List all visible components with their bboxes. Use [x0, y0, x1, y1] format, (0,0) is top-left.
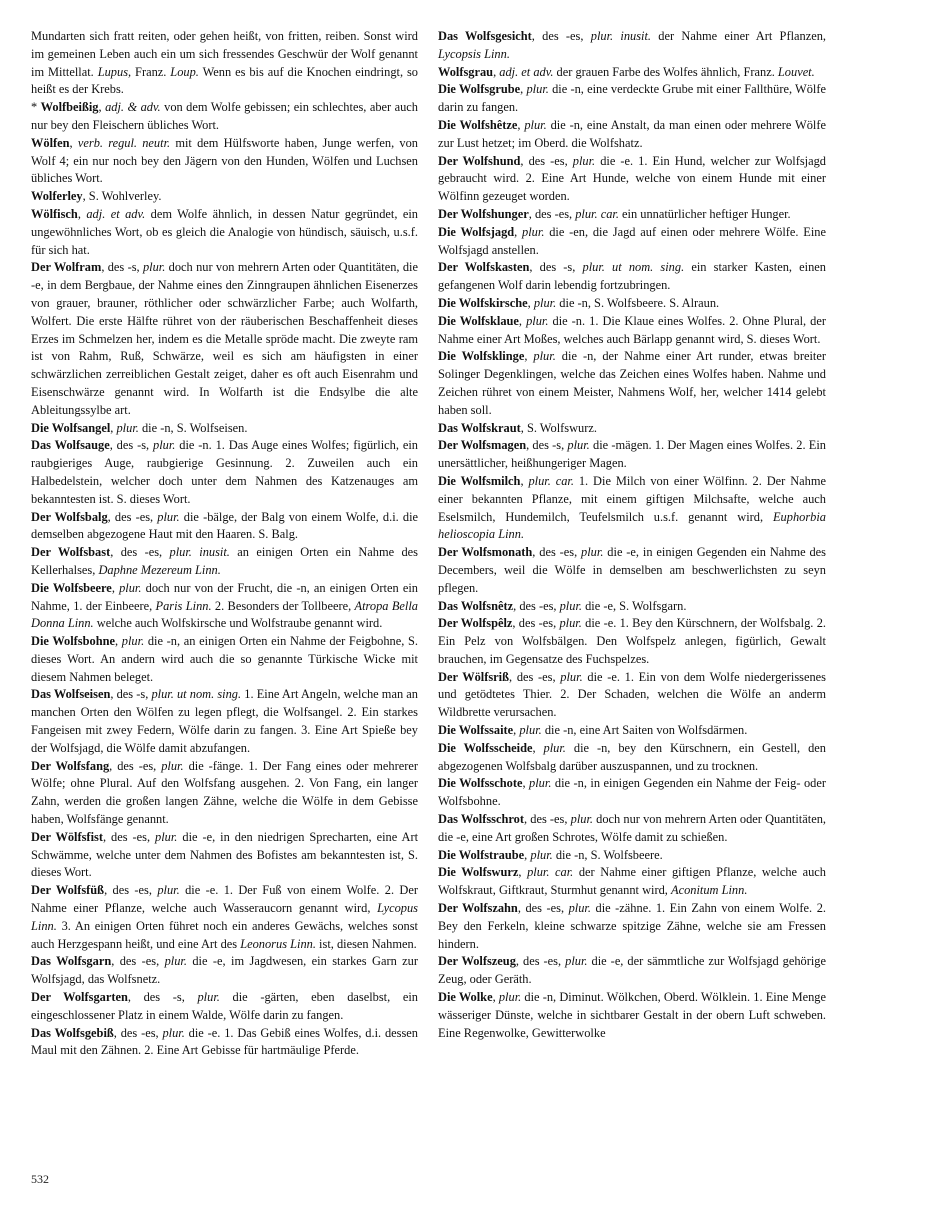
entry-text: , des -es, [107, 509, 158, 524]
scientific-name: Lycopsis Linn. [438, 46, 510, 61]
grammar-note: plur. [162, 1025, 185, 1040]
entry-text: , des -es, [528, 206, 576, 221]
headword: Das Wolfsgebiß [31, 1025, 114, 1040]
grammar-note: plur. [157, 883, 180, 898]
entry-text: die -e. 1. Bey den Kürschnern, der Wolfsbalg. 2. Ein Pelz von Wolfsbälgen. Den Wolfspelz anlegen, figürlich, Gewalt brauchen, im Gegensatze des Fuchspelzes. [438, 616, 826, 666]
entry-text: die -n, Diminut. Wölkchen, Oberd. Wölklein. 1. Eine Menge wässeriger Dünste, welche in sichtbarer Gestalt in der obern Luft schweben. Eine Regenwolke, Gewitterwolke [438, 990, 826, 1040]
entry-text: , [69, 135, 78, 150]
headword: Die Wolfsklaue [438, 313, 519, 328]
grammar-note: plur. [572, 153, 596, 168]
entry-text: an einigen Orten ein Nahme des Kellerhalses, [31, 545, 418, 577]
entry-text: 3. An einigen Orten führet noch ein anderes Gewächs, welches sonst auch Herzgespann heißt, und eine Art des [31, 918, 418, 951]
dictionary-entry [438, 437, 826, 473]
dictionary-entry [438, 206, 826, 224]
grammar-note: plur. [161, 758, 184, 773]
dictionary-entry [438, 544, 826, 597]
grammar-note: plur. car. [527, 865, 574, 880]
dictionary-entry [438, 64, 826, 82]
grammar-note: plur. [560, 669, 583, 684]
grammar-note: plur. [533, 295, 557, 310]
entry-text: die -e, in einigen Gegenden ein Nahme des Decembers, weil die Wölfe in demselben am beschwerlichsten zu seyn pflegen. [438, 545, 826, 595]
entry-text: die -bälge, der Balg von einem Wolfe, d.i. die demselben abgezogene Haut mit den Haaren. S. Balg. [31, 509, 419, 542]
entry-text: die -n, S. Wolfseisen. [138, 420, 248, 435]
headword: Der Wolfszeug [438, 954, 516, 969]
headword: Das Wolfsnêtz [438, 598, 514, 613]
entry-text: , S. Wolfswurz. [520, 420, 597, 435]
headword: Das Wolfsauge [31, 438, 110, 453]
grammar-note: plur. [565, 954, 588, 969]
entry-text: die -n, S. Wolfsbeere. S. Alraun. [556, 295, 720, 310]
dictionary-entry [31, 1025, 418, 1061]
headword: Der Wolfshund [438, 153, 521, 168]
grammar-note: plur. [559, 616, 582, 631]
entry-text: die -e. 1. Ein Hund, welcher zur Wolfsjagd gebraucht wird. 2. Eine Art Hunde, welche von einem Hunde mit einer Wölfinn gezeuget worden. [438, 153, 826, 204]
entry-text: , des -es, [509, 669, 561, 684]
grammar-note: plur. [164, 954, 187, 969]
grammar-note: adj. & adv. [105, 100, 161, 115]
entry-text: , [518, 865, 528, 880]
grammar-note: plur. [116, 420, 139, 435]
grammar-note: plur. [519, 723, 542, 738]
entry-text: dem Wolfe ähnlich, in dessen Natur gegründet, ein ungewöhnliches Wort, ob es gleich die Analogie von hündisch, säuisch, u.s.f. für sich hat. [31, 206, 419, 257]
headword: Der Wölfsfist [31, 829, 103, 844]
grammar-note: plur. [543, 740, 566, 755]
dictionary-entry [438, 847, 826, 865]
headword: Der Wölfsriß [438, 669, 510, 684]
headword: Die Wolfsjagd [438, 224, 515, 239]
dictionary-entry [31, 509, 418, 545]
headword: Die Wolfsangel [31, 420, 111, 435]
dictionary-entry [31, 420, 418, 438]
entry-text: , des -es, [513, 598, 560, 613]
entry-text: Mundarten sich fratt reiten, oder gehen heißt, von fritten, reiben. Sonst wird im gemeinen Leben auch ein um sich fressendes Geschwür der Wolf genannt im Mittellat. [31, 29, 418, 79]
grammar-note: plur. [529, 776, 552, 791]
entry-text: , [517, 117, 525, 132]
entry-text: die -n. 1. Das Auge eines Wolfes; figürlich, ein raubgieriges Auge, raubgierige Gesinnung. 2. Zuweilen auch ein Halbedelstein, welcher doch unter dem Nahmen des Katzenauges am bekanntesten ist. S. dieses Wort. [31, 438, 418, 506]
entry-text: , [115, 634, 122, 649]
entry-text: , des -s, [110, 687, 152, 702]
headword: Die Wolfsbohne [31, 634, 116, 649]
scientific-name: Loup. [170, 64, 199, 79]
scientific-name: Lycopus Linn. [31, 901, 418, 933]
entry-text: , des -es, [532, 545, 582, 560]
entry-text: die -fänge. 1. Der Fang eines oder mehrerer Wölfe; ohne Plural. Auf den Wolfsfang ausgehen. 2. Von Fang, ein langer Zahn, werden die großen langen Zähne, welche die Wölfe in dem Gebisse haben, Wolfsfänge genannt. [31, 758, 418, 827]
entry-text: mit dem Hülfsworte haben, Junge werfen, von Wolf 4; ein nur noch bey den Jägern von den Hunden, Wölfen und Luchsen übliches Wort. [31, 135, 418, 186]
headword: Die Wolfskirsche [438, 295, 528, 310]
headword: Die Wolfsbeere [31, 580, 112, 595]
dictionary-entry [438, 615, 826, 668]
grammar-note: plur. ut nom. sing. [582, 260, 685, 275]
headword: Der Wolfsmagen [438, 438, 527, 453]
entry-text: die -n, eine Art Saiten von Wolfsdärmen. [541, 723, 748, 738]
headword: Die Wolfsschote [438, 776, 523, 791]
dictionary-entry [438, 117, 826, 153]
entry-text: 1. Die Milch von einer Wölfinn. 2. Der Nahme einer bekannten Pflanze, mit einem giftigen Milchsafte, welche auch Eselsmilch, Hundemilch, Teufelsmilch u.s.f. genannt wird, [438, 473, 826, 524]
page-number: 532 [31, 1172, 49, 1186]
entry-text: , des -s, [109, 438, 154, 453]
dictionary-entry [31, 989, 418, 1025]
grammar-note: plur. [570, 812, 594, 827]
entry-text: die -n, S. Wolfsbeere. [552, 847, 663, 862]
headword: Wolferley [31, 189, 83, 204]
entry-text: , [524, 847, 531, 862]
grammar-note: plur. [197, 990, 220, 1005]
grammar-note: plur. [526, 313, 549, 328]
grammar-note: plur. [526, 82, 549, 97]
entry-text: , des -es, [109, 758, 162, 773]
grammar-note: plur. car. [575, 206, 619, 221]
dictionary-entry [438, 598, 826, 616]
dictionary-entry [438, 900, 826, 953]
dictionary-entry [31, 882, 418, 953]
entry-prefix: * [31, 100, 41, 115]
entry-text: , des -es, [104, 883, 158, 898]
entry-text: die -e, der sämmtliche zur Wolfsjagd gehörige Zeug, oder Geräth. [438, 954, 827, 987]
headword: Das Wolfskraut [438, 420, 521, 435]
entry-text: , des -es, [113, 1025, 163, 1040]
grammar-note: adj. et adv. [499, 64, 554, 79]
entry-text: die -gärten, eben daselbst, ein eingeschlossener Platz in einem Walde, Wölfe darin zu fangen. [31, 990, 418, 1022]
dictionary-entry [438, 348, 826, 419]
headword: Das Wolfseisen [31, 687, 111, 702]
headword: Die Wolfsmilch [438, 473, 521, 488]
grammar-note: plur. inusit. [590, 29, 652, 43]
dictionary-entry [438, 722, 826, 740]
grammar-note: plur. [567, 438, 590, 453]
dictionary-entry [438, 28, 826, 64]
entry-text: die -e, in den niedrigen Sprecharten, eine Art Schwämme, welche unter dem Nahmen des Bofistes am bekanntesten ist, S. dieses Wort. [31, 829, 419, 880]
entry-text: , des -es, [110, 545, 170, 560]
grammar-note: verb. regul. neutr. [77, 135, 171, 150]
dictionary-entry [31, 437, 418, 508]
entry-text: , des -s, [101, 260, 143, 275]
grammar-note: adj. et adv. [86, 206, 146, 221]
headword: Der Wolfsfang [31, 758, 110, 773]
entry-text: , des -es, [512, 616, 560, 631]
dictionary-entry [438, 153, 826, 206]
entry-text: die -n, an einigen Orten ein Nahme der Feigbohne, S. dieses Wort. An andern wird auch die so genannte Türkische Wicke mit diesem Nahmen beleget. [31, 634, 418, 684]
grammar-note: plur. [498, 990, 522, 1005]
entry-text: , [532, 740, 544, 755]
grammar-note: plur. inusit. [169, 545, 230, 560]
entry-text: der grauen Farbe des Wolfes ähnlich, Franz. [553, 64, 778, 79]
scientific-name: Paris Linn. [155, 598, 212, 613]
dictionary-entry [438, 295, 826, 313]
entry-text: , des -es, [520, 153, 573, 168]
entry-text: 2. Besonders der Tollbeere, [211, 598, 355, 613]
entry-text: von dem Wolfe gebissen; ein schlechtes, aber auch nur bey den Fleischern übliches Wort. [31, 100, 419, 132]
headword: Wolfbeißig [40, 100, 99, 115]
headword: Wolfsgrau [438, 64, 494, 79]
entry-text: , [492, 990, 499, 1005]
entry-text: die -n, in einigen Gegenden ein Nahme der Feig- oder Wolfsbohne. [438, 776, 826, 809]
entry-text: doch nur von mehrern Arten oder Quantitäten, die -e, in dem Bergbaue, der Nahme eines den Zinngraupen ähnlichen Eisenerzes von grauer, brauner, röthlicher oder schwärzlicher Farbe; auch Wolfarth, Wolfert. Die erste Hälfte rühret von der räuberischen Beschaffenheit dieses Erzes im Schmelzen her, indem es die Metalle spröde macht. Die zweyte ram ist von Rahm, Ruß, Schwärze, weil es sich am häufigsten in einer schwärzlichen zerreiblichen Gestalt zeiget, daher es oft auch Eisenrahm und Eisenschwärze genannt wird. In Wolfarth ist die Endsylbe die alte Ableitungssylbe art. [31, 260, 418, 417]
dictionary-entry [31, 544, 418, 580]
headword: Der Wolfspêlz [438, 616, 513, 631]
entry-text: der Nahme einer giftigen Pflanze, welche auch Wolfskraut, Giftkraut, Sturmhut genannt wird, [438, 865, 826, 898]
entry-text: doch nur von der Frucht, die -n, an einigen Orten ein Nahme, 1. der Einbeere, [31, 580, 418, 613]
headword: Die Wolfsscheide [438, 740, 533, 755]
dictionary-entry [438, 740, 826, 776]
entry-text: , [110, 420, 117, 435]
grammar-note: plur. [533, 349, 556, 364]
headword: Die Wolfssaite [438, 723, 514, 738]
grammar-note: plur. [155, 829, 178, 844]
entry-text: die -n, eine Anstalt, da man einen oder mehrere Wölfe zur Lust hetzet; im Oberd. die Wolfshatz. [438, 117, 826, 150]
dictionary-entry [438, 259, 826, 295]
entry-text: 1. Eine Art Angeln, welche man an manchen Orten den Wölfen zu legen pflegt, die Wolfsangel. 2. Ein starkes Fangeisen mit zwey Federn, Wölfe darin zu fangen. 3. Eine Art Spieße bey der Wolfsjagd, die Wölfe damit abzufangen. [31, 687, 418, 755]
headword: Der Wolfram [31, 260, 102, 275]
entry-text: , des -es, [102, 829, 156, 844]
entry-text: , [111, 580, 120, 595]
entry-text: , [520, 473, 529, 488]
headword: Der Wolfsfüß [31, 883, 105, 898]
entry-text: , des -es, [515, 954, 566, 969]
grammar-note: plur. [522, 224, 545, 239]
entry-text: die -e, S. Wolfsgarn. [582, 598, 687, 613]
dictionary-entry [31, 829, 418, 882]
dictionary-entry [31, 580, 418, 633]
dictionary-entry [31, 188, 418, 206]
dictionary-entry [438, 864, 826, 900]
headword: Der Wolfsgarten [31, 990, 128, 1005]
headword: Das Wolfsgarn [31, 954, 112, 969]
entry-text: die -e. 1. Das Gebiß eines Wolfes, d.i. dessen Maul mit den Zähnen. 2. Eine Art Gebisse für hartmäulige Pferde. [31, 1025, 419, 1058]
grammar-note: plur. [581, 545, 604, 560]
dictionary-entry [438, 81, 826, 117]
entry-text: welche auch Wolfskirsche und Wolfstraube genannt wird. [93, 616, 383, 631]
entry-text: , [77, 206, 87, 221]
dictionary-entry [31, 686, 418, 757]
entry-text: ein starker Kasten, einen gefangenen Wolf darin lebendig fortzubringen. [438, 260, 826, 293]
left-column [31, 28, 418, 1060]
headword: Das Wolfsgesicht [438, 29, 532, 43]
scientific-name: Leonorus Linn. [240, 936, 316, 951]
grammar-note: plur. [157, 509, 180, 524]
dictionary-entry [31, 135, 418, 188]
grammar-note: plur. [524, 117, 547, 132]
headword: Das Wolfsschrot [438, 812, 524, 827]
entry-text: die -n. 1. Die Klaue eines Wolfes. 2. Ohne Plural, der Nahme einer Art Moßes, welches auch Bärlapp genannt wird, S. dieses Wort. [438, 313, 826, 346]
entry-text: die -n, eine verdeckte Grube mit einer Fallthüre, Wölfe darin zu fangen. [438, 82, 826, 115]
grammar-note: plur. [153, 438, 176, 453]
scientific-name: Aconitum Linn. [671, 883, 748, 898]
entry-text: , [522, 776, 530, 791]
entry-text: ist, diesen Nahmen. [315, 936, 417, 951]
grammar-note: plur. [568, 901, 591, 916]
entry-text: , [493, 64, 500, 79]
dictionary-entry [438, 811, 826, 847]
right-column [438, 28, 826, 1042]
grammar-note: plur. [119, 580, 142, 595]
grammar-note: plur. [530, 847, 553, 862]
entry-text: die -e. 1. Ein von dem Wolfe niedergerissenes und getödtetes Thier. 2. Der Schaden, welchen die Wölfe an anderm Wildbrette verursachen. [438, 669, 826, 720]
scientific-name: Lupus, [97, 64, 132, 79]
headword: Die Wolfsgrube [438, 82, 521, 97]
headword: Die Wolfswurz [438, 865, 519, 880]
dictionary-entry [438, 420, 826, 438]
scientific-name: Louvet. [777, 64, 815, 79]
headword: Der Wolfszahn [438, 901, 518, 916]
dictionary-entry [438, 313, 826, 349]
dictionary-entry [438, 224, 826, 260]
entry-text: , [527, 295, 534, 310]
dictionary-entry [31, 633, 418, 686]
entry-text: , des -s, [526, 438, 568, 453]
grammar-note: plur. [559, 598, 582, 613]
entry-text: , [98, 100, 106, 115]
entry-text: die -zähne. 1. Ein Zahn von einem Wolfe. 2. Bey den Ferkeln, kleine schwarze spitzige Zähne, welche sie am Fressen hindern. [438, 901, 826, 951]
dictionary-entry [438, 989, 826, 1042]
dictionary-entry [31, 206, 418, 259]
entry-text: die -e. 1. Der Fuß von einem Wolfe. 2. Der Nahme einer Pflanze, welche auch Wasseraucorn genannt wird, [31, 883, 418, 916]
entry-text: , des -s, [529, 260, 583, 275]
dictionary-entry [438, 669, 826, 722]
headword: Wölfisch [31, 206, 78, 221]
entry-text: , des -es, [517, 901, 569, 916]
entry-text: Franz. [131, 64, 171, 79]
headword: Der Wolfsmonath [438, 545, 533, 560]
headword: Wölfen [31, 135, 70, 150]
dictionary-entry [31, 99, 418, 135]
entry-text: die -e, im Jagdwesen, ein starkes Garn zur Wolfsjagd, das Wolfsnetz. [31, 954, 418, 987]
dictionary-entry [438, 473, 826, 544]
entry-text: , [513, 723, 520, 738]
entry-text: ein unnatürlicher heftiger Hunger. [618, 206, 791, 221]
dictionary-entry [31, 953, 418, 989]
entry-text: die -mägen. 1. Der Magen eines Wolfes. 2. Ein unersättlicher, heißhungeriger Magen. [438, 438, 826, 471]
entry-text: , des -es, [531, 29, 591, 43]
scientific-name: Atropa Bella Donna Linn. [31, 598, 418, 631]
entry-text: , des -es, [524, 812, 571, 827]
headword: Der Wolfsbast [31, 545, 111, 560]
entry-text: , [524, 349, 534, 364]
entry-text: , [514, 224, 523, 239]
dictionary-entry [438, 953, 826, 989]
headword: Die Wolfshêtze [438, 117, 518, 132]
headword: Die Wolke [438, 990, 493, 1005]
dictionary-entry [438, 775, 826, 811]
headword: Der Wolfsbalg [31, 509, 108, 524]
entry-text: doch nur von mehrern Arten oder Quantitäten, die -e, eine Art großen Schrotes, Wölfe damit zu schießen. [438, 812, 826, 844]
scientific-name: Euphorbia helioscopia Linn. [438, 509, 826, 542]
headword: Der Wolfskasten [438, 260, 530, 275]
entry-text: , S. Wohlverley. [82, 189, 162, 204]
entry-text: die -n, bey den Kürschnern, ein Gestell, den abgezogenen Wolfsbalg darüber auszuspannen, und zu trocknen. [438, 740, 826, 773]
headword: Die Wolfsklinge [438, 349, 525, 364]
grammar-note: plur. [142, 260, 166, 275]
entry-text: , [518, 313, 527, 328]
grammar-note: plur. ut nom. sing. [151, 687, 242, 702]
entry-text: die -en, die Jagd auf einen oder mehrere Wölfe. Eine Wolfsjagd anstellen. [438, 224, 826, 257]
dictionary-entry [31, 259, 418, 419]
scientific-name: Daphne Mezereum Linn. [98, 562, 221, 577]
entry-text: , des -es, [111, 954, 165, 969]
entry-text: die -n, der Nahme einer Art runder, etwas breiter Solinger Degenklingen, welche das Zeichen eines Wolfes haben. Nahme und Zeichen rühret von einem Meister, Nahmens Wolf, her, welcher 1414 gelebt haben soll. [438, 349, 826, 417]
grammar-note: plur. [121, 634, 145, 649]
headword: Der Wolfshunger [438, 206, 529, 221]
entry-text: der Nahme einer Art Pflanzen, [651, 29, 826, 43]
entry-text: Wenn es bis auf die Knochen eindringt, so heißt es der Krebs. [31, 64, 418, 97]
entry-text: , [520, 82, 527, 97]
grammar-note: plur. car. [528, 473, 574, 488]
entry-text: , des -s, [127, 990, 198, 1005]
headword: Die Wolfstraube [438, 847, 525, 862]
dictionary-entry [31, 28, 418, 99]
dictionary-entry [31, 758, 418, 829]
